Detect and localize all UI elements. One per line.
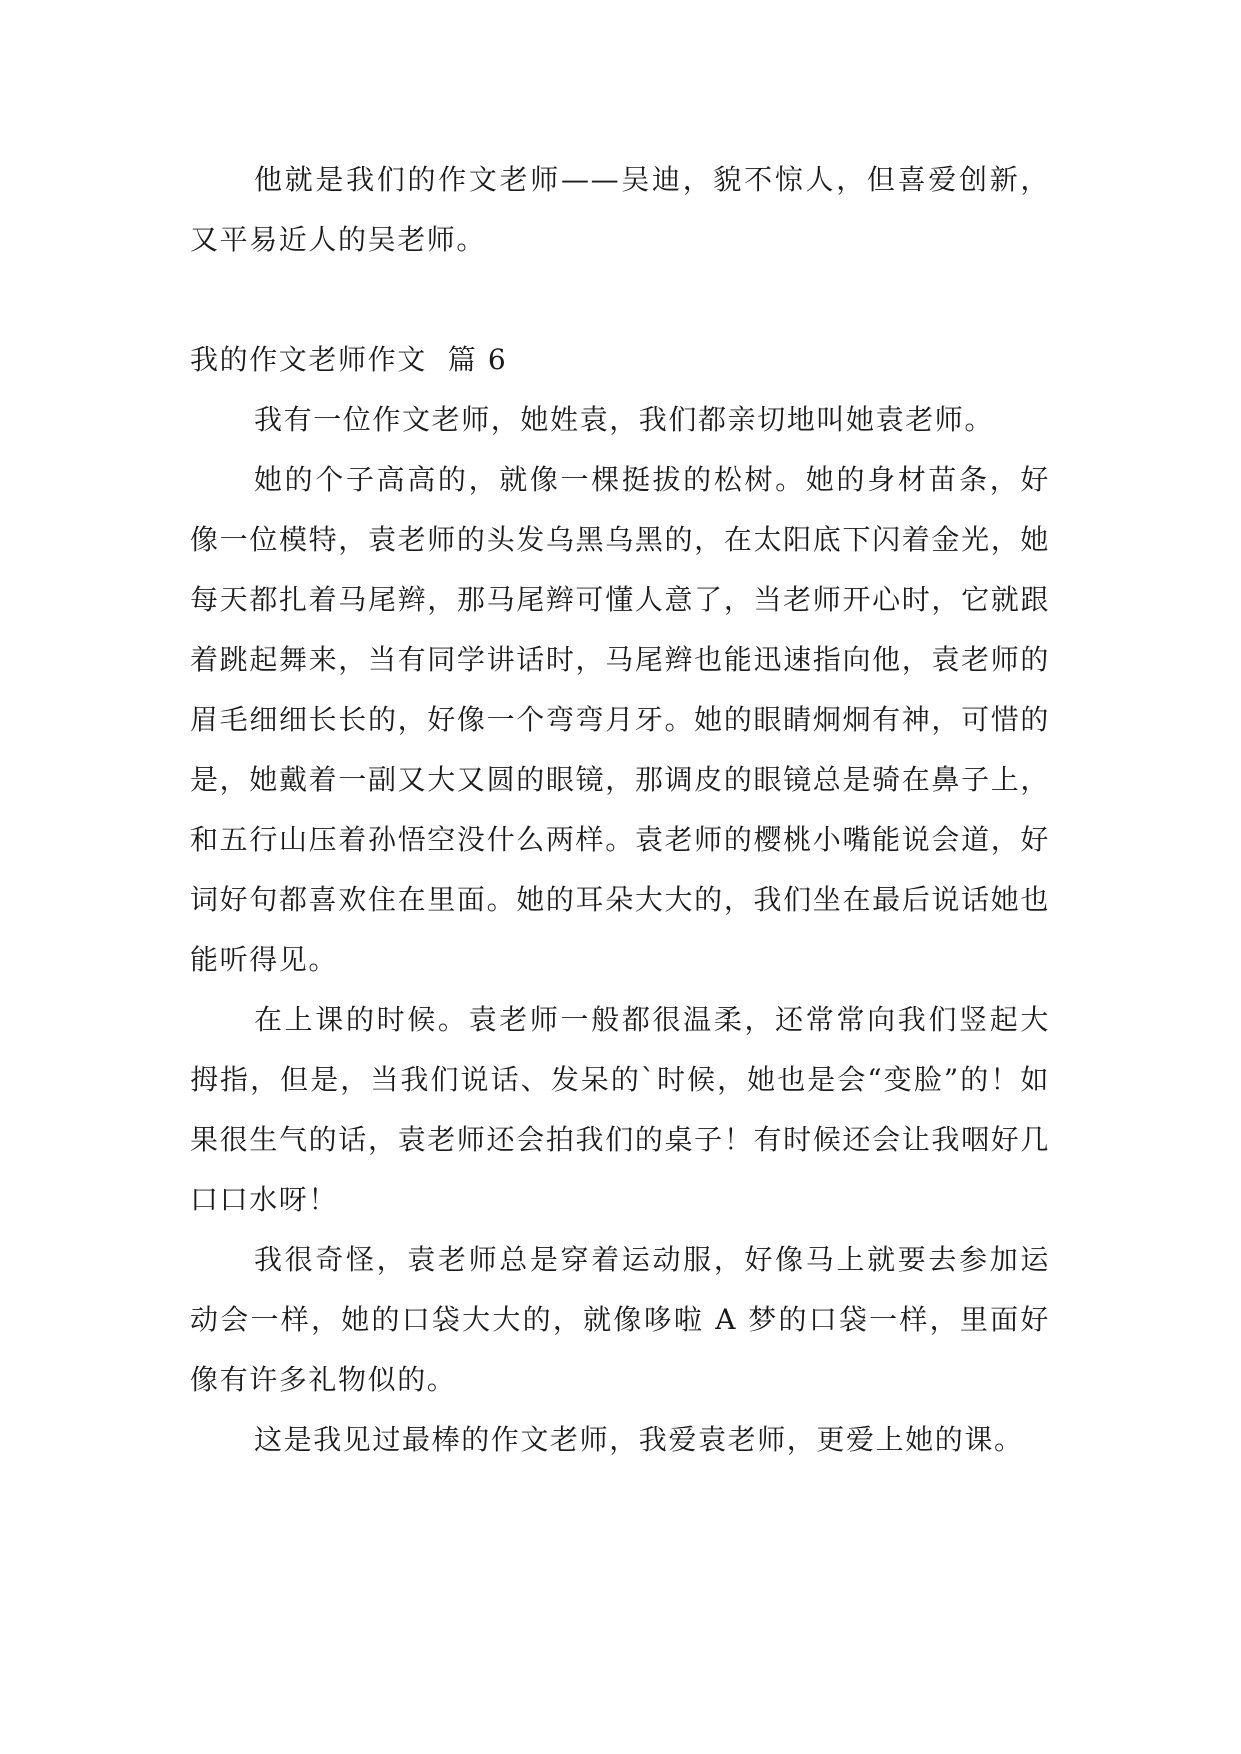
document-body [190,150,1050,1470]
paragraph-4: 我很奇怪，袁老师总是穿着运动服，好像马上就要去参加运动会一样，她的口袋大大的，就像哆啦 A 梦的口袋一样，里面好像有许多礼物似的。 [190,1243,1050,1396]
section-title: 我的作文老师作文 篇 6 [190,343,508,376]
intro-paragraph: 他就是我们的作文老师——吴迪，貌不惊人，但喜爱创新，又平易近人的吴老师。 [190,163,1050,256]
paragraph-2: 她的个子高高的，就像一棵挺拔的松树。她的身材苗条，好像一位模特，袁老师的头发乌黑乌黑的，在太阳底下闪着金光，她每天都扎着马尾辫，那马尾辫可懂人意了，当老师开心时，它就跟着跳起舞来，当有同学讲话时，马尾辫也能迅速指向他，袁老师的眉毛细细长长的，好像一个弯弯月牙。她的眼睛炯炯有神，可惜的是，她戴着一副又大又圆的眼镜，那调皮的眼镜总是骑在鼻子上，和五行山压着孙悟空没什么两样。袁老师的樱桃小嘴能说会道，好词好句都喜欢住在里面。她的耳朵大大的，我们坐在最后说话她也能听得见。 [190,463,1050,976]
paragraph-5: 这是我见过最棒的作文老师，我爱袁老师，更爱上她的课。 [254,1423,1024,1456]
paragraph-1: 我有一位作文老师，她姓袁，我们都亲切地叫她袁老师。 [254,403,995,436]
paragraph-3: 在上课的时候。袁老师一般都很温柔，还常常向我们竖起大拇指，但是，当我们说话、发呆的`时候，她也是会“变脸”的！如果很生气的话，袁老师还会拍我们的桌子！有时候还会让我咽好几口口水呀！ [190,1003,1050,1216]
